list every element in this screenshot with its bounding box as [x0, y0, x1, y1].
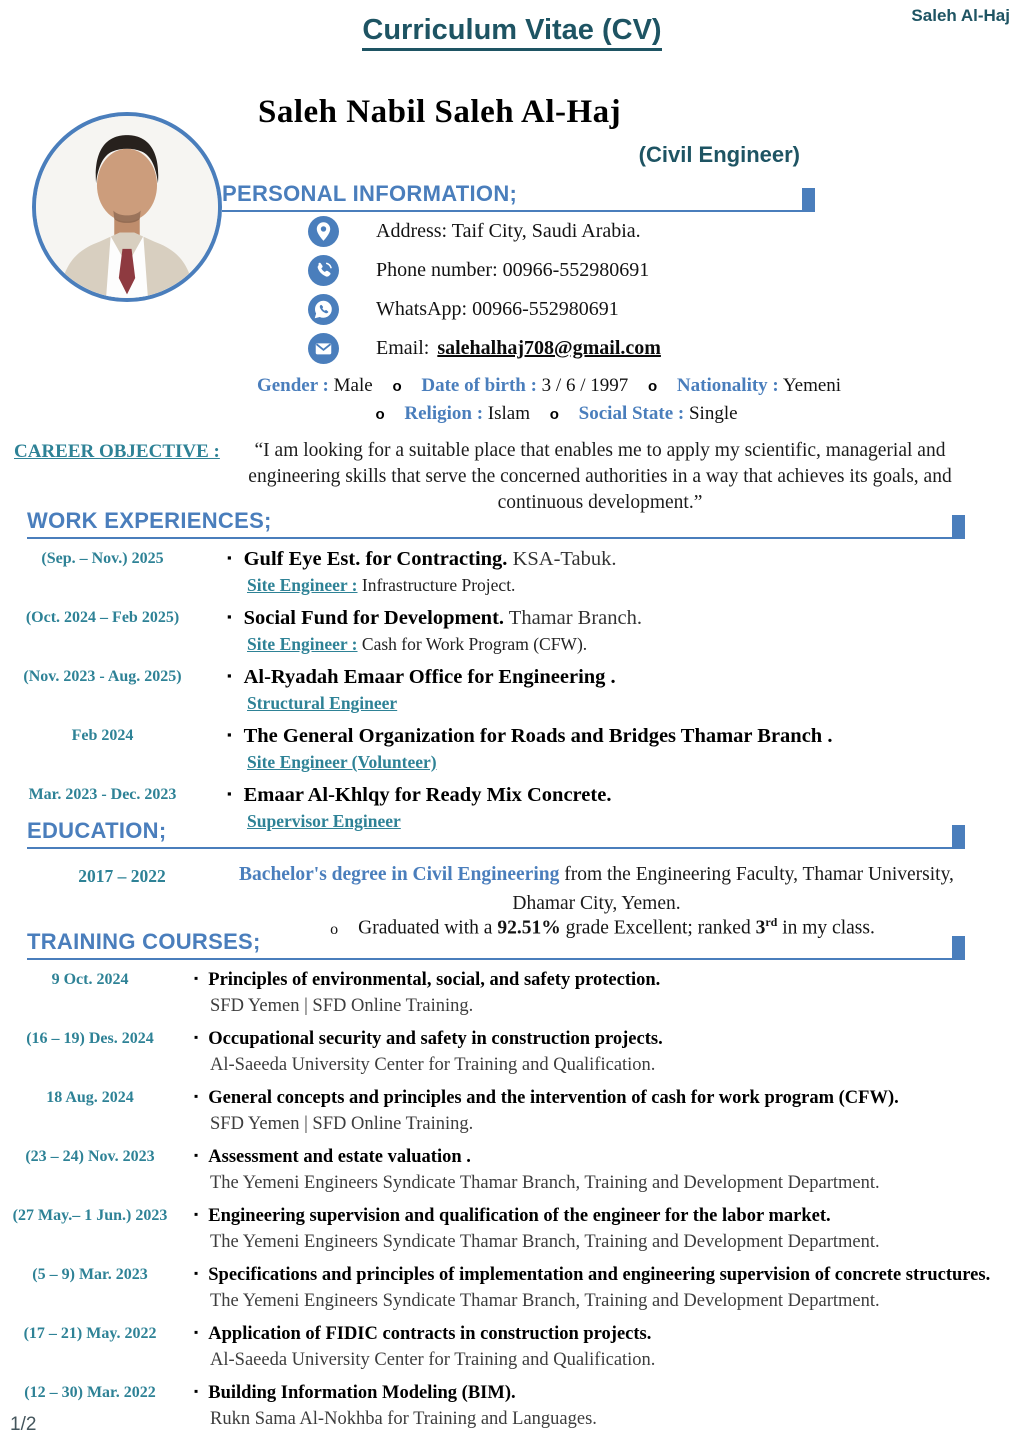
training-item [0, 1379, 1014, 1432]
nationality-label: Nationality : [676, 375, 779, 396]
education-location: Dhamar City, Yemen. [512, 893, 681, 914]
training-item [0, 1084, 1014, 1137]
training-item [0, 1261, 1014, 1314]
contact-row-address [308, 216, 661, 247]
gender-value: Male [333, 375, 373, 396]
square-bullet: ▪ [194, 971, 199, 985]
section-rule [261, 953, 952, 960]
email-label: Email: [376, 337, 430, 359]
square-bullet: ▪ [227, 609, 232, 624]
dob-label: Date of birth : [421, 375, 537, 396]
section-education: EDUCATION; [27, 818, 965, 849]
training-date: (12 – 30) Mar. 2022 [24, 1384, 156, 1401]
work-item [0, 603, 1000, 657]
work-date: (Oct. 2024 – Feb 2025) [25, 609, 180, 626]
contact-list [308, 216, 661, 364]
work-item [0, 721, 1000, 775]
training-organization: The Yemeni Engineers Syndicate Thamar Branch, Training and Development Department. [210, 1173, 880, 1193]
training-title: ▪ Assessment and estate valuation . [194, 1147, 471, 1167]
training-item [0, 966, 1014, 1019]
detail-separator: o [375, 406, 385, 423]
work-company: ▪ Al-Ryadah Emaar Office for Engineering . [227, 666, 616, 688]
religion-label: Religion : [404, 403, 484, 424]
social-state-label: Social State : [578, 403, 685, 424]
training-item [0, 1202, 1014, 1255]
work-role: Supervisor Engineer [247, 811, 401, 831]
training-title: ▪ General concepts and principles and the intervention of cash for work program (CFW). [194, 1088, 899, 1108]
square-bullet: ▪ [227, 668, 232, 683]
work-item [0, 544, 1000, 598]
training-title: ▪ Application of FIDIC contracts in construction projects. [194, 1324, 652, 1344]
career-objective-label: CAREER OBJECTIVE : [14, 441, 220, 462]
contact-row-email [308, 333, 661, 364]
training-date: (23 – 24) Nov. 2023 [25, 1148, 155, 1165]
work-company: ▪ The General Organization for Roads and Bridges Thamar Branch . [227, 725, 833, 747]
whatsapp-text: WhatsApp: 00966-552980691 [376, 298, 619, 320]
education-date: 2017 – 2022 [78, 866, 166, 886]
email-link[interactable]: salehalhaj708@gmail.com [437, 337, 661, 359]
training-date: 9 Oct. 2024 [51, 971, 129, 988]
training-title: ▪ Occupational security and safety in construction projects. [194, 1029, 663, 1049]
work-experience-list [0, 544, 1000, 839]
page-title: Curriculum Vitae (CV) [0, 14, 1024, 47]
work-role: Site Engineer : Infrastructure Project. [247, 575, 516, 595]
phone-text: Phone number: 00966-552980691 [376, 259, 650, 281]
grade-value: 92.51% [497, 917, 561, 939]
training-item [0, 1025, 1014, 1078]
contact-row-phone [308, 255, 661, 286]
training-organization: SFD Yemen | SFD Online Training. [210, 1114, 474, 1134]
training-organization: The Yemeni Engineers Syndicate Thamar Branch, Training and Development Department. [210, 1291, 880, 1311]
section-end-cap [952, 825, 965, 849]
personal-details [225, 372, 873, 428]
detail-separator: o [647, 378, 658, 395]
religion-value: Islam [487, 403, 530, 424]
square-bullet: ▪ [194, 1030, 199, 1044]
full-name: Saleh Nabil Saleh Al-Haj [258, 94, 622, 130]
education-degree: Bachelor's degree in Civil Engineering from the Engineering Faculty, Thamar University, Dhamar City, Yemen. [239, 864, 954, 914]
job-title: (Civil Engineer) [638, 142, 800, 167]
training-organization: SFD Yemen | SFD Online Training. [210, 996, 474, 1016]
section-personal-information: PERSONAL INFORMATION; [222, 181, 815, 212]
training-date: (5 – 9) Mar. 2023 [32, 1266, 148, 1283]
training-date: (17 – 21) May. 2022 [23, 1325, 157, 1342]
square-bullet: ▪ [194, 1384, 199, 1398]
square-bullet: ▪ [194, 1089, 199, 1103]
square-bullet: ▪ [194, 1325, 199, 1339]
corner-author-name: Saleh Al-Haj [911, 6, 1010, 25]
work-role: Structural Engineer [247, 693, 398, 713]
work-company: ▪ Gulf Eye Est. for Contracting. KSA-Tabuk. [227, 548, 617, 570]
section-training-courses: TRAINING COURSES; [27, 929, 965, 960]
training-title: ▪ Engineering supervision and qualification of the engineer for the labor market. [194, 1206, 831, 1226]
square-bullet: ▪ [194, 1266, 199, 1280]
training-course-list [0, 966, 1014, 1438]
training-item [0, 1143, 1014, 1196]
class-rank: 3 [755, 917, 766, 939]
details-line-1 [225, 372, 873, 400]
section-work-experiences: WORK EXPERIENCES; [27, 508, 965, 539]
work-date: Feb 2024 [71, 727, 134, 744]
section-rule [517, 205, 802, 212]
work-role: Site Engineer (Volunteer) [247, 752, 437, 772]
profile-photo [32, 112, 222, 302]
dob-value: 3 / 6 / 1997 [541, 375, 629, 396]
page-number: 1/2 [10, 1414, 37, 1435]
square-bullet: ▪ [227, 727, 232, 742]
gender-label: Gender : [256, 375, 329, 396]
square-bullet: ▪ [194, 1148, 199, 1162]
location-icon [308, 216, 339, 247]
section-rule [166, 842, 952, 849]
section-end-cap [952, 515, 965, 539]
whatsapp-icon [308, 294, 339, 325]
training-organization: Al-Saeeda University Center for Training and Qualification. [210, 1350, 656, 1370]
nationality-value: Yemeni [782, 375, 842, 396]
detail-separator: o [549, 406, 559, 423]
work-date: (Sep. – Nov.) 2025 [41, 550, 164, 567]
work-company: ▪ Social Fund for Development. Thamar Branch. [227, 607, 642, 629]
square-bullet: ▪ [227, 786, 232, 801]
phone-icon [308, 255, 339, 286]
training-date: (16 – 19) Des. 2024 [26, 1030, 154, 1047]
training-title: ▪ Specifications and principles of implementation and engineering supervision of concrete structures. [194, 1265, 991, 1285]
section-end-cap [952, 936, 965, 960]
training-title: ▪ Principles of environmental, social, and safety protection. [194, 970, 661, 990]
square-bullet: ▪ [194, 1207, 199, 1221]
work-date: Mar. 2023 - Dec. 2023 [28, 786, 177, 803]
detail-separator: o [392, 378, 402, 395]
training-organization: The Yemeni Engineers Syndicate Thamar Branch, Training and Development Department. [210, 1232, 880, 1252]
work-role: Site Engineer : Cash for Work Program (CFW). [247, 634, 588, 654]
section-end-cap [802, 188, 815, 212]
email-icon [308, 333, 339, 364]
training-date: (27 May.– 1 Jun.) 2023 [12, 1207, 168, 1224]
circle-bullet: o [330, 920, 339, 938]
training-organization: Rukn Sama Al-Nokhba for Training and Languages. [210, 1409, 597, 1429]
training-title: ▪ Building Information Modeling (BIM). [194, 1383, 516, 1403]
career-objective-text: “I am looking for a suitable place that enables me to apply my scientific, managerial and engineering skills that serve the concerned authorities in a way that achieves its goals, and continuous development.” [248, 440, 952, 513]
education-graduation-note: o Graduated with a 92.51% grade Excellent; ranked 3rd in my class. [330, 915, 875, 939]
portrait-illustration [36, 116, 218, 298]
work-date: (Nov. 2023 - Aug. 2025) [23, 668, 182, 685]
contact-row-whatsapp [308, 294, 661, 325]
square-bullet: ▪ [227, 550, 232, 565]
training-item [0, 1320, 1014, 1373]
work-item [0, 662, 1000, 716]
work-company: ▪ Emaar Al-Khlqy for Ready Mix Concrete. [227, 784, 612, 806]
section-rule [272, 532, 952, 539]
details-line-2 [225, 400, 873, 428]
training-date: 18 Aug. 2024 [46, 1089, 134, 1106]
social-state-value: Single [688, 403, 738, 424]
training-organization: Al-Saeeda University Center for Training and Qualification. [210, 1055, 656, 1075]
career-objective-section [14, 438, 976, 516]
address-text: Address: Taif City, Saudi Arabia. [376, 220, 641, 242]
